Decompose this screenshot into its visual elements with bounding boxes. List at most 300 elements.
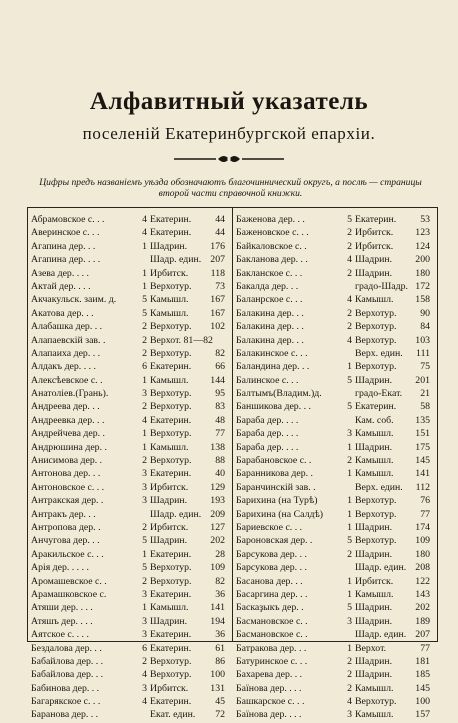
okrug-number: 1 [347,441,352,453]
index-entry [236,709,432,722]
page-number: 61 [215,642,225,654]
district-name: Шадрин. [355,602,393,614]
index-entry [31,576,227,589]
district-name: Шадрин. [150,240,188,252]
district-name: Верхотур. [150,280,192,292]
index-entry [236,388,432,401]
district-name: Верхот. [355,642,387,654]
okrug-number: 2 [142,401,147,413]
page-number: 124 [415,240,430,252]
district-name: Кам. соб. [355,414,394,426]
district-name: Камышл. [355,428,394,440]
district-name: Камышл. [355,682,394,694]
okrug-number: 5 [347,214,352,225]
settlement-name: Баскаҙыкъ дер. . [236,602,304,614]
page-number: 40 [215,468,225,480]
page-number: 90 [420,307,430,319]
page-number: 77 [420,642,430,654]
settlement-name: Аракильское с. . . [31,548,104,560]
settlement-name: Барихина (на Турѣ) [236,495,318,507]
okrug-number: 5 [142,562,147,574]
index-entry [31,401,227,414]
index-entry [236,643,432,656]
index-entry [31,709,227,722]
page-number: 131 [210,682,225,694]
settlement-name: Бараба дер. . . . [236,414,299,426]
index-entry [31,268,227,281]
page-number: 36 [215,629,225,641]
index-entry [31,227,227,240]
page-number: 200 [415,254,430,266]
okrug-number: 1 [347,495,352,507]
district-name: Шадр. един. [150,508,202,520]
settlement-name: Антропова дер. . [31,521,101,533]
district-name: Ирбитск. [355,240,394,252]
district-name: Верхотур. [150,455,192,467]
okrug-number: 6 [142,361,147,373]
okrug-number: 4 [347,696,352,708]
settlement-name: Балакинское с. . . [236,347,308,359]
okrug-number: 3 [142,388,147,400]
okrug-number: 5 [347,535,352,547]
settlement-name: Басмановское с. . [236,615,308,627]
settlement-name: Актай дер. . . . [31,280,91,292]
district-name: Шадрин. [150,535,188,547]
okrug-number: 3 [142,682,147,694]
page-number: 82 [215,347,225,359]
district-name: Екатерин. [355,214,397,225]
page-number: 209 [210,508,225,520]
page-number: 180 [415,548,430,560]
okrug-number: 3 [347,709,352,721]
settlement-name: Агапина дер. . . [31,240,96,252]
index-entry [236,669,432,682]
settlement-name: Балакина дер. . . [236,307,304,319]
district-name: градо-Шадр. [355,280,408,292]
okrug-number: 3 [142,588,147,600]
district-name: Камышл. [355,588,394,600]
settlement-name: Антракская дер. . [31,495,104,507]
index-entry [236,321,432,334]
page-number: 36 [215,588,225,600]
settlement-name: Андреевка дер. . . [31,414,105,426]
settlement-name: Баландина дер. . . [236,361,310,373]
index-entry [236,509,432,522]
page-number: 44 [215,227,225,239]
index-entry [236,241,432,254]
index-entry [31,241,227,254]
okrug-number: 1 [347,642,352,654]
page-number: 77 [215,428,225,440]
district-name: Шадр. един. [150,254,202,266]
page-number: 84 [420,321,430,333]
settlement-name: Басмановское с. . [236,629,308,641]
okrug-number: 4 [142,414,147,426]
district-name: Верхотур. [150,388,192,400]
settlement-name: Байкаловское с. . [236,240,307,252]
index-entry [31,482,227,495]
okrug-number: 5 [347,401,352,413]
settlement-name: Бабинова дер. . . [31,682,100,694]
okrug-number: 4 [142,669,147,681]
okrug-number: 3 [142,481,147,493]
okrug-number: 2 [347,267,352,279]
page-number: 181 [415,655,430,667]
okrug-number: 2 [347,321,352,333]
page-number: 144 [210,374,225,386]
okrug-number: 4 [142,227,147,239]
page-number: 176 [210,240,225,252]
settlement-name: Акчакульск. заим. д. [31,294,117,306]
settlement-name: Басаргина дер. . . [236,588,308,600]
district-name: Ирбитск. [150,682,189,694]
district-name: Верхотур. [355,508,397,520]
okrug-number: 1 [142,441,147,453]
district-name: Верхотур. [355,361,397,373]
page-number: 151 [415,428,430,440]
page-number: 201 [415,374,430,386]
index-entry [236,696,432,709]
settlement-name: Андреева дер. . . [31,401,100,413]
settlement-name: Агапина дер. . . . [31,254,101,266]
district-name: Шадрин. [355,254,393,266]
page-number: 158 [415,294,430,306]
page-number: 48 [215,414,225,426]
index-entry [236,415,432,428]
index-entry [31,321,227,334]
page-number: 175 [415,441,430,453]
okrug-number: 2 [347,455,352,467]
district-name: Верхотур. [150,669,192,681]
settlement-name: Бакланова дер. . . [236,254,308,266]
settlement-name: Бараба дер. . . . [236,428,299,440]
index-entry [31,656,227,669]
district-name: Шадр. един. [355,629,407,641]
column-divider [232,208,233,641]
settlement-name: Антракъ дер. . . [31,508,96,520]
index-entry [236,455,432,468]
district-name: Шадрин. [150,615,188,627]
settlement-name: Баженовское с. . . [236,227,309,239]
district-name: Шадрин. [355,267,393,279]
page-number: 73 [215,280,225,292]
okrug-number: 4 [347,334,352,346]
settlement-name: Бабайлова дер. . . [31,655,104,667]
page-number: 172 [415,280,430,292]
index-entry [236,602,432,615]
district-name: Верхотур. [150,347,192,359]
okrug-number: 2 [142,455,147,467]
okrug-number: 1 [347,521,352,533]
settlement-name: Баранчинскій зав. . [236,481,316,493]
page-number: 102 [210,321,225,333]
settlement-name: Баранова дер. . . [31,709,99,721]
settlement-name: Арія дер. . . . . [31,562,89,574]
index-entry [236,629,432,642]
index-entry [236,535,432,548]
page-number: 95 [215,388,225,400]
page-number: 138 [210,441,225,453]
settlement-name: Балакина дер. . . [236,334,304,346]
district-name: Шадрин. [355,374,393,386]
page-number: 174 [415,521,430,533]
page-number: 127 [210,521,225,533]
index-entry [31,643,227,656]
district-name: Верхотур. [355,334,397,346]
settlement-name: Абрамовское с. . . [31,214,105,225]
left-column [31,214,227,723]
district-name: Шадрин. [355,615,393,627]
okrug-number: 5 [142,294,147,306]
page-number: 103 [415,334,430,346]
okrug-number: 4 [347,294,352,306]
okrug-number: 2 [347,240,352,252]
district-name: Ирбитск. [355,575,394,587]
settlement-name: Барсукова дер. . . [236,548,307,560]
index-entry [236,468,432,481]
okrug-number: 2 [142,321,147,333]
page-number: 45 [215,696,225,708]
page-number: 53 [420,214,430,225]
page-number: 109 [210,562,225,574]
page-number: 167 [210,307,225,319]
district-name: Екатерин. [150,696,192,708]
index-entry [236,401,432,414]
district-name: Верхотур. [150,401,192,413]
page-number: 109 [415,535,430,547]
settlement-name: Бакалда дер. . . [236,280,299,292]
index-entry [31,683,227,696]
page-number: 82 [215,575,225,587]
settlement-name: Антоновское с. . . [31,481,105,493]
page-number: 207 [415,629,430,641]
district-name: Верхотур. [355,321,397,333]
index-entry [31,535,227,548]
district-name: Шадрин. [355,655,393,667]
district-name: Екатерин. [150,642,192,654]
settlement-name: Бараба дер. . . . [236,441,299,453]
settlement-name: Бабайлова дер. . . [31,669,104,681]
district-name: Екатерин. [150,361,192,373]
index-entry [31,669,227,682]
settlement-name: Батракова дер. . . [236,642,307,654]
page-number: 86 [215,655,225,667]
district-name: Камышл. [150,294,189,306]
page-number: 100 [415,696,430,708]
page-number: 122 [415,575,430,587]
okrug-number: 1 [142,374,147,386]
okrug-number: 2 [347,669,352,681]
district-name: Верхотур. [355,696,397,708]
index-entry [236,562,432,575]
settlement-name: Бароновская дер. . [236,535,313,547]
index-entry [31,281,227,294]
okrug-number: 2 [347,227,352,239]
okrug-number: 1 [347,575,352,587]
page-number: 141 [415,468,430,480]
district-name: Верх. един. [355,347,403,359]
index-entry [31,428,227,441]
okrug-number: 1 [347,588,352,600]
settlement-name: Андрейчева дер. . [31,428,105,440]
settlement-name: Алапаевскій зав. . [31,334,106,346]
index-entry [236,549,432,562]
settlement-name: Баранникова дер. . [236,468,313,480]
settlement-name: Башкарское с. . . [236,696,305,708]
page-number: 123 [415,227,430,239]
index-entry [236,428,432,441]
index-entry [236,522,432,535]
page-number: 28 [215,548,225,560]
page-number: 83 [215,401,225,413]
district-name: Шадрин. [355,548,393,560]
settlement-name: Барихина (на Салдѣ) [236,508,324,520]
index-entry [31,361,227,374]
settlement-name: Балинское с. . . [236,374,299,386]
page-number: 167 [210,294,225,306]
district-name: Ирбитск. [150,481,189,493]
district-name: Екатерин. [150,588,192,600]
index-entry [31,495,227,508]
index-entry [31,348,227,361]
page-number: 143 [415,588,430,600]
index-entry [31,509,227,522]
district-name: Верхотур. [355,535,397,547]
page-number: 112 [415,481,430,493]
settlement-name: Аромашевское с. . [31,575,107,587]
settlement-name: Алексѣевское с. . [31,374,103,386]
okrug-number: 1 [347,468,352,480]
settlement-name: Балакина дер. . . [236,321,304,333]
index-entry [31,696,227,709]
settlement-name: Баженова дер. . . [236,214,305,225]
page-number: 202 [210,535,225,547]
index-entry [236,335,432,348]
page-number: 76 [420,495,430,507]
okrug-number: 4 [142,696,147,708]
index-entry [31,549,227,562]
settlement-name: Азева дер. . . . [31,267,89,279]
district-name: Камышл. [355,455,394,467]
district-name: Верхотур. [355,495,397,507]
index-entry [31,616,227,629]
page-number: 118 [210,267,225,279]
district-name: Шадрин. [355,521,393,533]
district-name: Шадрин. [150,495,188,507]
district-name: Камышл. [150,602,189,614]
district-name: Шадрин. [355,441,393,453]
right-column [236,214,432,723]
settlement-name: Атяшъ дер. . . . [31,615,93,627]
settlement-name: Басанова дер. . . [236,575,303,587]
page-number: 58 [420,401,430,413]
district-name: Екатерин. [150,468,192,480]
index-entry [31,468,227,481]
page-number: 72 [215,709,225,721]
index-entry [31,335,227,348]
district-name: Екатерин. [355,401,397,413]
settlement-name: Акатова дер. . . [31,307,94,319]
page-number: 157 [415,709,430,721]
district-name: Екатерин. [150,414,192,426]
index-entry [236,227,432,240]
page-number: 141 [210,602,225,614]
district-name: Екат. един. [150,709,196,721]
index-entry [236,308,432,321]
district-name: Камышл. [150,374,189,386]
settlement-name: Арамашковское с. [31,588,107,600]
index-entry [31,562,227,575]
page-number: 44 [215,214,225,225]
settlement-name: Баншикова дер. . . [236,401,311,413]
index-entry [236,589,432,602]
settlement-name: Балтымъ(Владим.)д. [236,388,322,400]
index-entry [31,522,227,535]
page-number: 194 [210,615,225,627]
index-entry [236,294,432,307]
district-name: Екатерин. [150,629,192,641]
page-number: 180 [415,267,430,279]
district-name: Верхотур. [150,655,192,667]
settlement-name: Андрюшина дер. . [31,441,107,453]
index-entry [236,348,432,361]
okrug-number: 2 [347,655,352,667]
okrug-number: 1 [142,428,147,440]
index-entry [31,415,227,428]
okrug-number: 1 [347,508,352,520]
settlement-name: Атяши дер. . . . [31,602,93,614]
index-entry [236,442,432,455]
page-number: 111 [416,347,430,359]
okrug-number: 5 [347,374,352,386]
index-entry [236,576,432,589]
settlement-name: Баланрское с. . . [236,294,303,306]
settlement-name: Багарякское с. . . [31,696,101,708]
district-name: Екатерин. [150,227,192,239]
district-name: Верхотур. [150,428,192,440]
page-number: 129 [210,481,225,493]
district-name: Верх. един. [355,481,403,493]
settlement-name: Бариевское с. . . [236,521,303,533]
page-number: 145 [415,455,430,467]
settlement-name: Баїнова дер. . . . [236,709,302,721]
okrug-number: 3 [347,428,352,440]
okrug-number: 2 [142,655,147,667]
index-entry [236,254,432,267]
settlement-name: Анатоліев.(Грань). [31,388,109,400]
district-name: Камышл. [355,294,394,306]
okrug-number: 3 [347,615,352,627]
district-name: Верхотур. [150,575,192,587]
index-entry [31,455,227,468]
index-entry [31,629,227,642]
index-entry [31,589,227,602]
index-entry [236,495,432,508]
page-number: 202 [415,602,430,614]
page-number: 75 [420,361,430,373]
index-entry [31,294,227,307]
okrug-number: 2 [142,347,147,359]
district-name: Ирбитск. [150,267,189,279]
okrug-number: 5 [142,535,147,547]
index-entry [236,214,432,227]
index-entry [31,375,227,388]
district-name: Камышл. [150,441,189,453]
okrug-number: 1 [347,361,352,373]
district-name: Камышл. [150,307,189,319]
okrug-number: 5 [142,307,147,319]
index-entry [236,616,432,629]
